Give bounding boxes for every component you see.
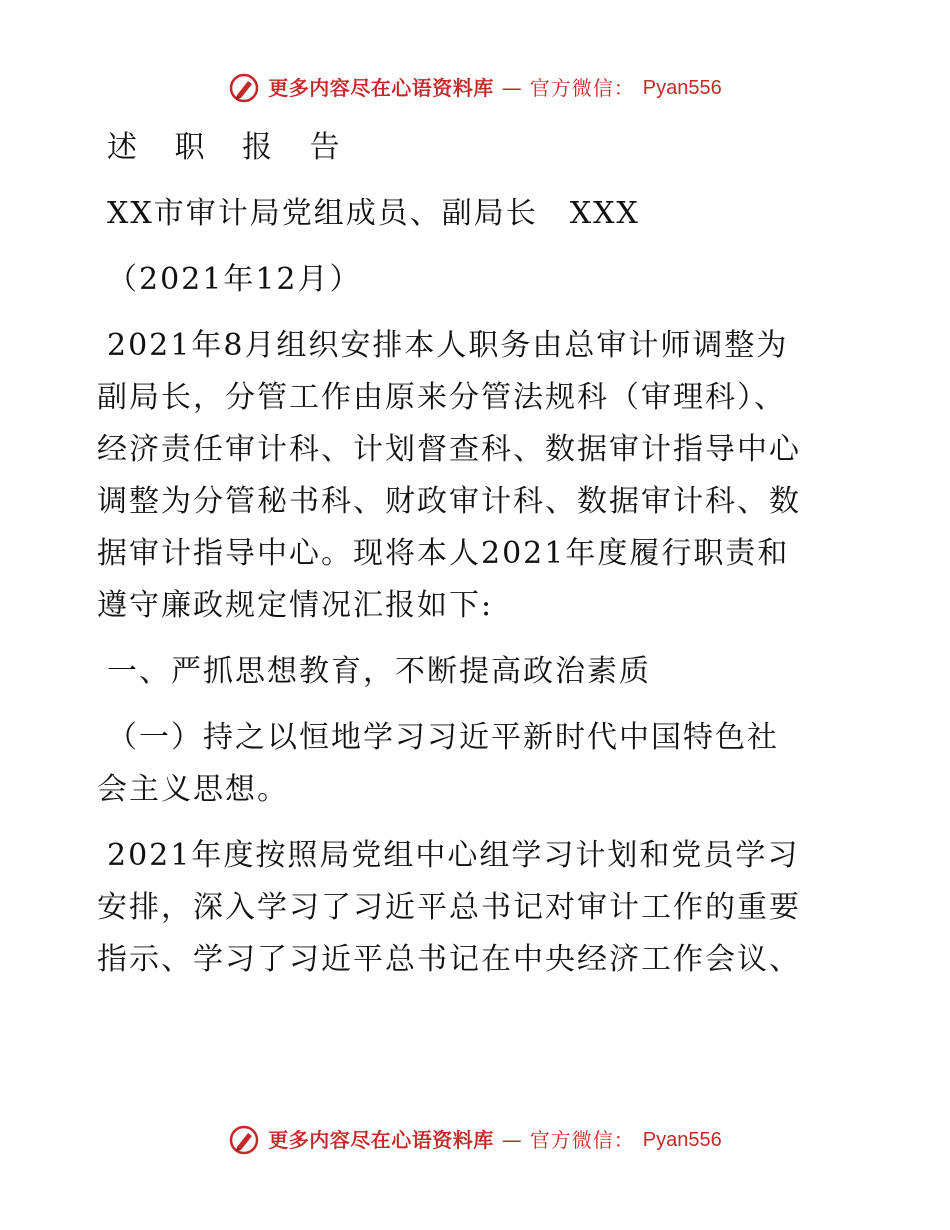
paragraph-line: 经济责任审计科、计划督查科、数据审计指导中心 (97, 432, 801, 467)
watermark-dash: — (501, 76, 522, 100)
watermark-dash: — (501, 1128, 522, 1152)
intro-paragraph (97, 320, 853, 632)
document-author: XX市审计局党组成员、副局长 XXX (107, 196, 640, 231)
pen-logo-icon (228, 72, 260, 104)
watermark-wechat-label: 官方微信： (529, 76, 635, 100)
paragraph-line: （一）持之以恒地学习习近平新时代中国特色社 (107, 720, 779, 755)
document-title: 述 职 报 告 (107, 130, 354, 165)
paragraph-line: 会主义思想。 (97, 772, 289, 807)
watermark-wechat-label: 官方微信： (529, 1128, 635, 1152)
watermark-header (0, 72, 950, 104)
section-heading: 一、严抓思想教育，不断提高政治素质 (107, 654, 651, 689)
subsection-heading (97, 712, 853, 816)
paragraph-line: 安排，深入学习了习近平总书记对审计工作的重要 (97, 890, 801, 925)
body-paragraph (97, 830, 853, 986)
paragraph-line: 指示、学习了习近平总书记在中央经济工作会议、 (97, 942, 801, 977)
paragraph-line: 据审计指导中心。现将本人2021年度履行职责和 (97, 536, 790, 571)
paragraph-line: 副局长，分管工作由原来分管法规科（审理科）、 (97, 380, 786, 415)
document-body (97, 122, 853, 986)
paragraph-line: 遵守廉政规定情况汇报如下: (97, 588, 494, 623)
pen-logo-icon (228, 1124, 260, 1156)
paragraph-line: 2021年8月组织安排本人职务由总审计师调整为 (107, 328, 789, 363)
paragraph-line: 调整为分管秘书科、财政审计科、数据审计科、数 (97, 484, 801, 519)
watermark-main-text: 更多内容尽在心语资料库 (268, 1128, 494, 1152)
watermark-wechat-handle: Pyan556 (642, 77, 722, 99)
document-date: （2021年12月） (107, 262, 362, 297)
watermark-footer (0, 1124, 950, 1156)
watermark-main-text: 更多内容尽在心语资料库 (268, 76, 494, 100)
watermark-wechat-handle: Pyan556 (642, 1129, 722, 1151)
paragraph-line: 2021年度按照局党组中心组学习计划和党员学习 (107, 838, 800, 873)
